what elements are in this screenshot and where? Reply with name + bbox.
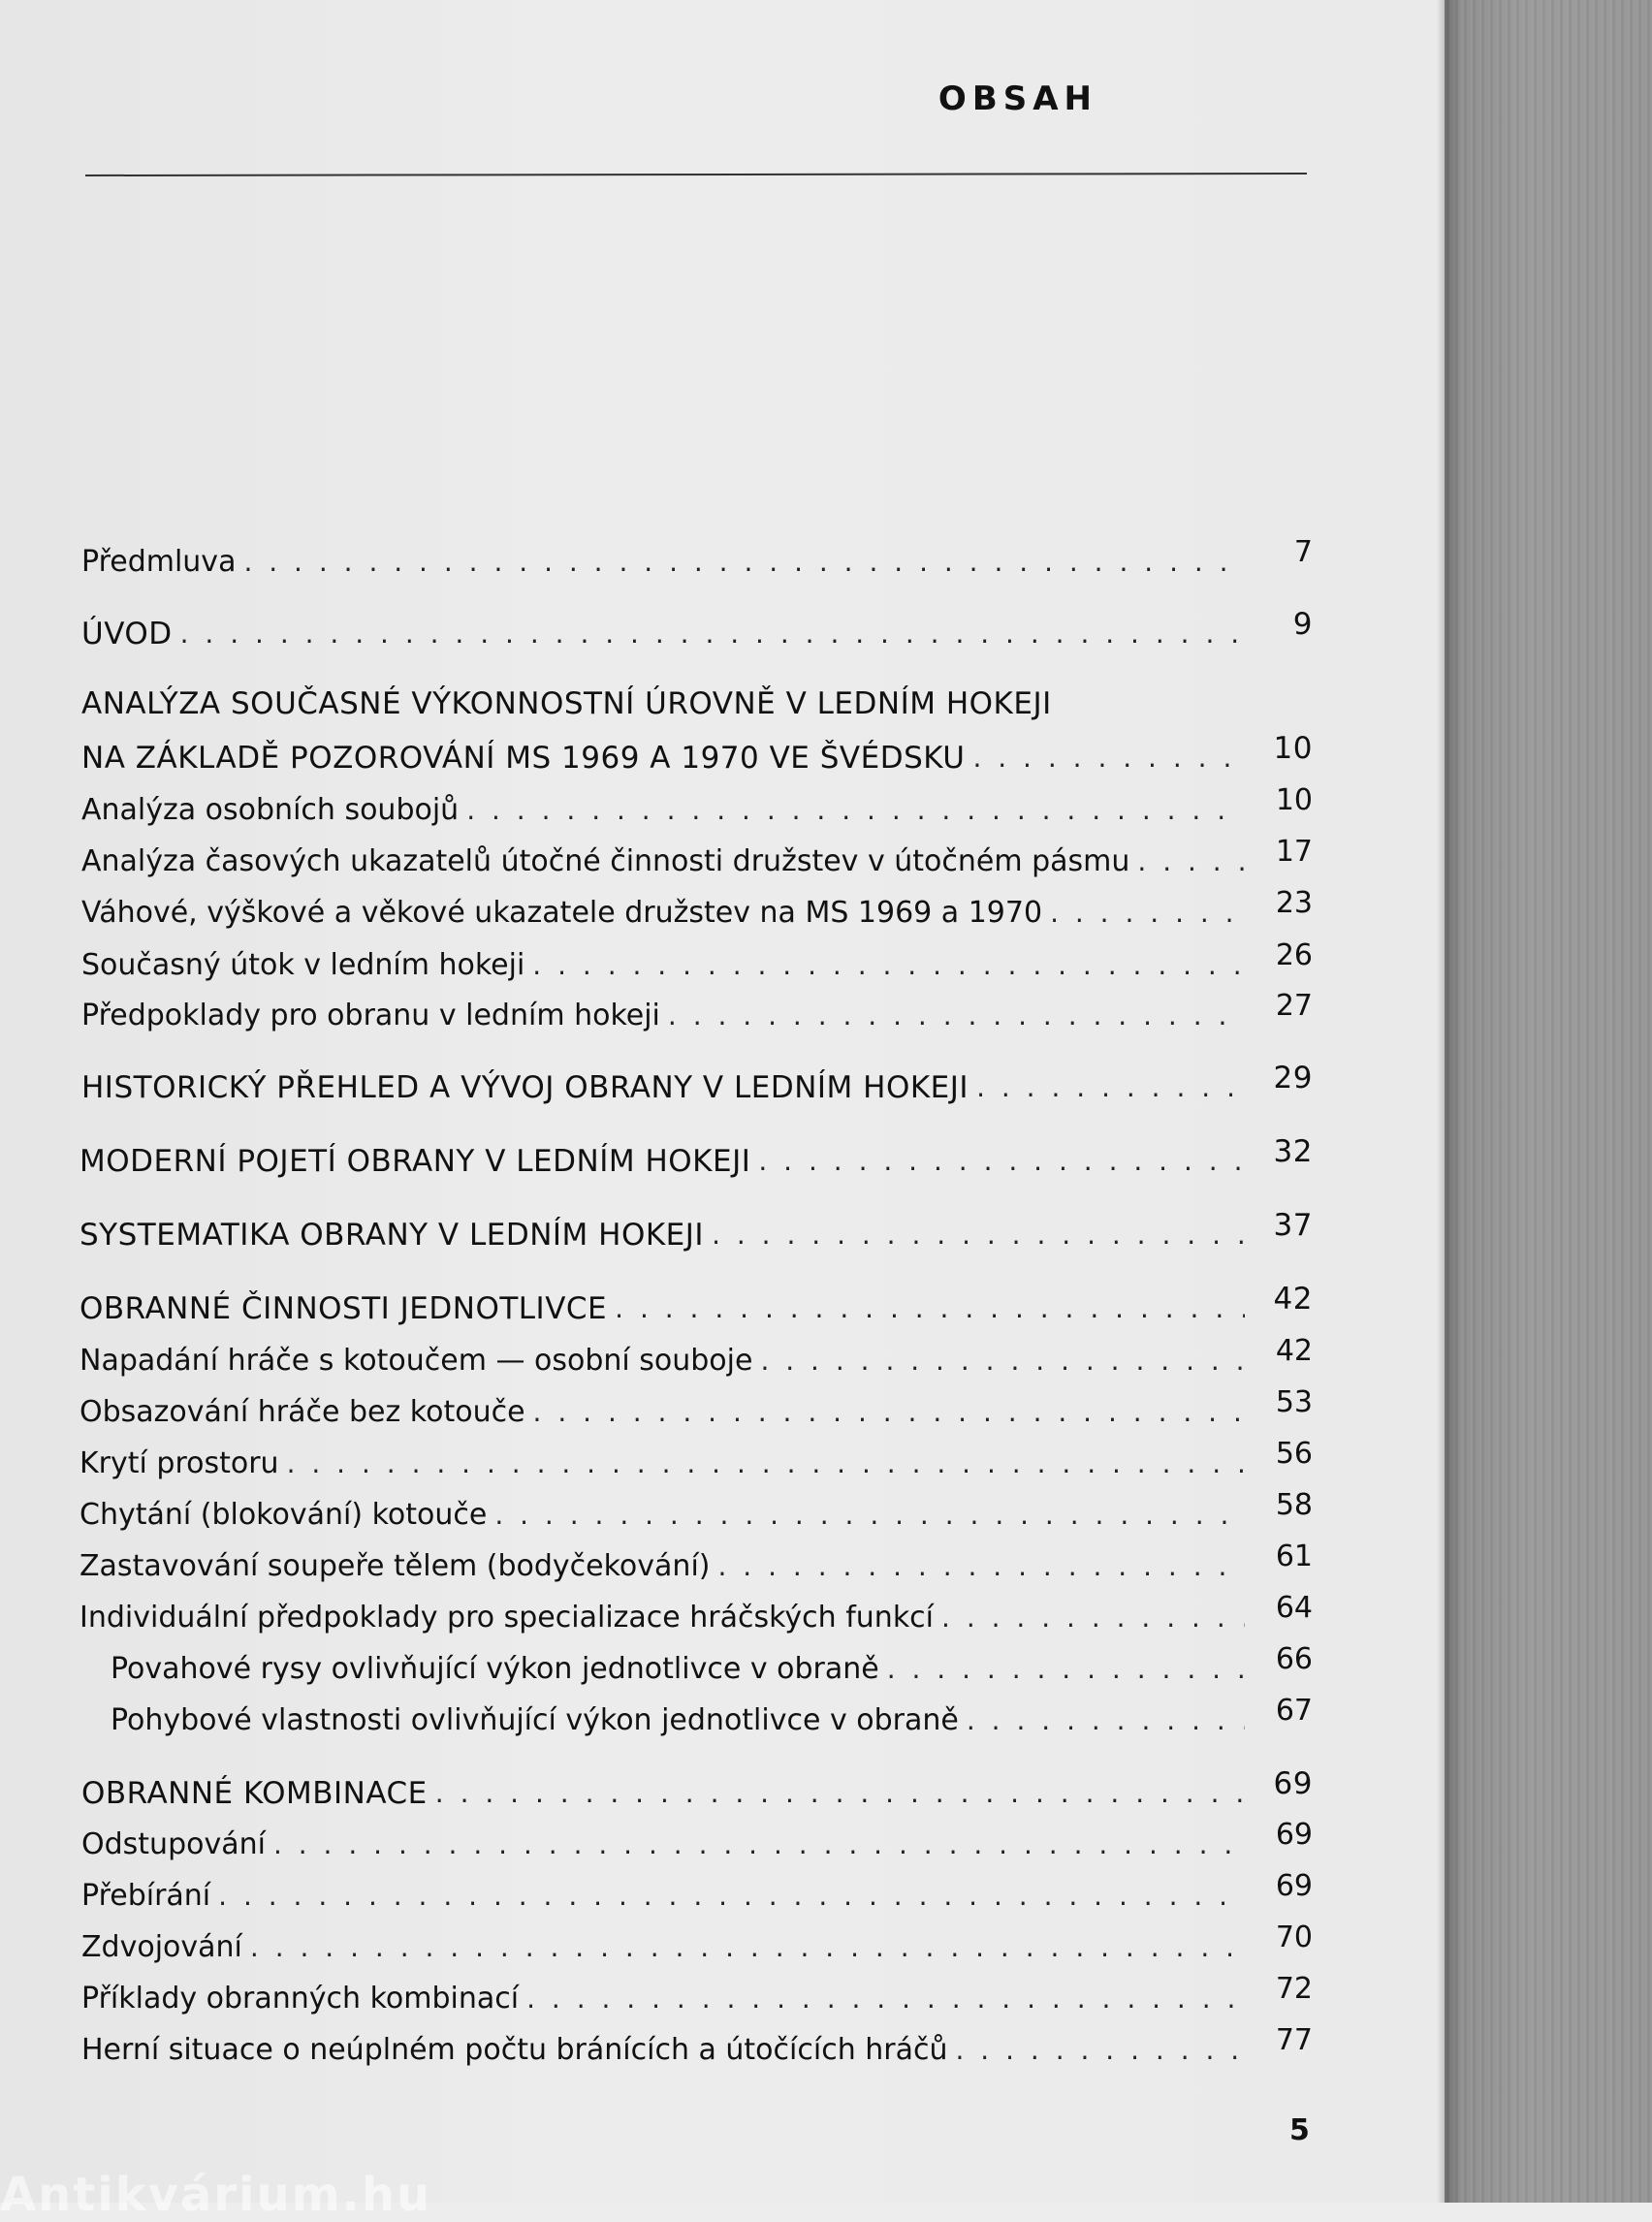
toc-entry-label: Chytání (blokování) kotouče xyxy=(79,1498,488,1532)
toc-entry xyxy=(79,1134,1313,1181)
toc-entry-page: 66 xyxy=(1275,1642,1313,1676)
leader-dots xyxy=(976,1068,1245,1107)
toc-entry-page: 72 xyxy=(1275,1972,1313,2006)
leader-dots xyxy=(287,1444,1245,1483)
toc-entry xyxy=(81,1061,1313,1107)
toc-entry-label: Současný útok v ledním hokeji xyxy=(81,948,525,982)
toc-entry-page: 77 xyxy=(1275,2023,1313,2057)
toc-entry-label: Váhové, výškové a věkové ukazatele družstev na MS 1969 a 1970 xyxy=(81,896,1043,930)
toc-entry-label: Individuální předpoklady pro specializace hráčských funkcí xyxy=(79,1601,935,1635)
toc-entry xyxy=(81,1869,1313,1916)
toc-entry xyxy=(81,2023,1313,2070)
leader-dots xyxy=(941,1599,1245,1637)
leader-dots xyxy=(526,1980,1245,2018)
toc-entry-page: 10 xyxy=(1273,731,1313,766)
toc-entry-label: SYSTEMATIKA OBRANY V LEDNÍM HOKEJI xyxy=(79,1218,705,1253)
toc-entry-page: 56 xyxy=(1275,1437,1313,1471)
background-surface xyxy=(1445,0,1652,2203)
toc-entry xyxy=(79,1334,1313,1381)
leader-dots xyxy=(532,946,1245,985)
toc-entry-page: 64 xyxy=(1275,1591,1313,1625)
toc-entry-page: 42 xyxy=(1275,1334,1313,1368)
toc-entry-label: Zdvojování xyxy=(81,1930,242,1964)
toc-entry-page: 69 xyxy=(1275,1869,1313,1903)
toc-entry xyxy=(79,1437,1313,1483)
toc-entry xyxy=(81,886,1313,933)
toc-entry-label: NA ZÁKLADĚ POZOROVÁNÍ MS 1969 A 1970 VE ŠVÉDSKU xyxy=(81,741,966,776)
toc-entry-page: 67 xyxy=(1275,1694,1313,1728)
toc-entry xyxy=(81,783,1313,830)
toc-entry xyxy=(79,1488,1313,1535)
toc-entry xyxy=(81,1818,1313,1864)
toc-entry-page: 70 xyxy=(1275,1920,1313,1954)
leader-dots xyxy=(533,1393,1245,1432)
toc-entry xyxy=(81,938,1313,985)
leader-dots xyxy=(435,1774,1245,1813)
toc-entry xyxy=(81,1920,1313,1967)
leader-dots xyxy=(466,791,1245,830)
leader-dots xyxy=(712,1216,1245,1254)
toc-entry-page: 69 xyxy=(1273,1766,1313,1801)
leader-dots xyxy=(243,543,1245,582)
toc-entry xyxy=(81,835,1313,881)
leader-dots xyxy=(668,997,1245,1035)
toc-entry-page: 10 xyxy=(1275,783,1313,817)
toc-entry-label: Obsazování hráče bez kotouče xyxy=(79,1395,525,1429)
toc-entry-label: Předmluva xyxy=(81,545,237,579)
watermark: Antikvárium.hu xyxy=(0,2168,432,2222)
toc-entry xyxy=(79,1208,1313,1254)
toc-entry-page: 61 xyxy=(1275,1540,1313,1573)
toc-entry-label-line1: ANALÝZA SOUČASNÉ VÝKONNOSTNÍ ÚROVNĚ V LEDNÍM HOKEJI xyxy=(81,686,1052,721)
toc-entry-label: Předpoklady pro obranu v ledním hokeji xyxy=(81,999,660,1032)
page-number: 5 xyxy=(1289,2113,1310,2147)
toc-entry-page: 26 xyxy=(1275,938,1313,972)
leader-dots xyxy=(218,1877,1245,1916)
toc-entry-label: Zastavování soupeře tělem (bodyčekování) xyxy=(79,1549,711,1583)
leader-dots xyxy=(1050,894,1245,933)
toc-entry xyxy=(81,1972,1313,2018)
toc-entry-page: 32 xyxy=(1273,1134,1313,1169)
leader-dots xyxy=(1137,842,1245,881)
toc-entry xyxy=(81,989,1313,1035)
toc-entry-label: Analýza časových ukazatelů útočné činnosti družstev v útočném pásmu xyxy=(81,844,1130,878)
toc-entry-label: Přebírání xyxy=(81,1879,211,1913)
leader-dots xyxy=(180,615,1245,653)
toc-entry-label: Analýza osobních soubojů xyxy=(81,793,460,827)
toc-entry-page: 53 xyxy=(1275,1385,1313,1419)
toc-entry-page: 37 xyxy=(1273,1208,1313,1243)
toc-entry-label: Napadání hráče s kotoučem — osobní souboje xyxy=(79,1344,753,1378)
toc-entry-label: Odstupování xyxy=(81,1827,266,1861)
toc-entry-label: Herní situace o neúplném počtu bránících a útočících hráčů xyxy=(81,2033,948,2067)
toc-entry-label: OBRANNÉ KOMBINACE xyxy=(81,1776,428,1811)
toc-entry xyxy=(81,731,1313,778)
leader-dots xyxy=(887,1650,1245,1689)
leader-dots xyxy=(494,1496,1245,1535)
toc-entry-label: Pohybové vlastnosti ovlivňující výkon jednotlivce v obraně xyxy=(111,1703,959,1737)
leader-dots xyxy=(717,1547,1245,1586)
toc-entry-label: ÚVOD xyxy=(81,617,173,651)
toc-entry-page: 69 xyxy=(1275,1818,1313,1852)
toc-entry xyxy=(81,1766,1313,1813)
toc-entry xyxy=(81,535,1313,582)
toc-entry-label: Krytí prostoru xyxy=(79,1446,279,1480)
leader-dots xyxy=(250,1928,1245,1967)
toc-entry-label: OBRANNÉ ČINNOSTI JEDNOTLIVCE xyxy=(79,1291,608,1326)
toc-entry-page: 9 xyxy=(1292,607,1313,642)
toc-entry-label: Povahové rysy ovlivňující výkon jednotlivce v obraně xyxy=(111,1652,879,1686)
toc-entry-page: 17 xyxy=(1275,835,1313,869)
toc-entry xyxy=(79,1591,1313,1637)
toc-entry-page: 29 xyxy=(1273,1061,1313,1095)
toc-entry-page: 58 xyxy=(1275,1488,1313,1522)
toc-entry xyxy=(79,1282,1313,1328)
toc-entry-label: Příklady obranných kombinací xyxy=(81,1982,520,2016)
toc-entry xyxy=(79,1540,1313,1586)
toc-entry-page: 23 xyxy=(1275,886,1313,920)
leader-dots xyxy=(760,1342,1245,1381)
toc-entry-page: 42 xyxy=(1273,1282,1313,1317)
leader-dots xyxy=(972,739,1245,778)
toc-entry-label: MODERNÍ POJETÍ OBRANY V LEDNÍM HOKEJI xyxy=(79,1144,751,1179)
leader-dots xyxy=(758,1142,1245,1181)
toc-entry xyxy=(81,607,1313,653)
toc-entry-label: HISTORICKÝ PŘEHLED A VÝVOJ OBRANY V LEDNÍM HOKEJI xyxy=(81,1070,969,1105)
leader-dots xyxy=(615,1289,1245,1328)
leader-dots xyxy=(967,1701,1245,1740)
leader-dots xyxy=(273,1825,1245,1864)
toc-entry xyxy=(79,1385,1313,1432)
toc-entry-page: 27 xyxy=(1275,989,1313,1023)
toc-subentry xyxy=(111,1642,1313,1689)
leader-dots xyxy=(955,2031,1245,2070)
page-title: OBSAH xyxy=(937,79,1097,118)
toc-entry-page: 7 xyxy=(1293,535,1313,569)
toc-subentry xyxy=(111,1694,1313,1740)
